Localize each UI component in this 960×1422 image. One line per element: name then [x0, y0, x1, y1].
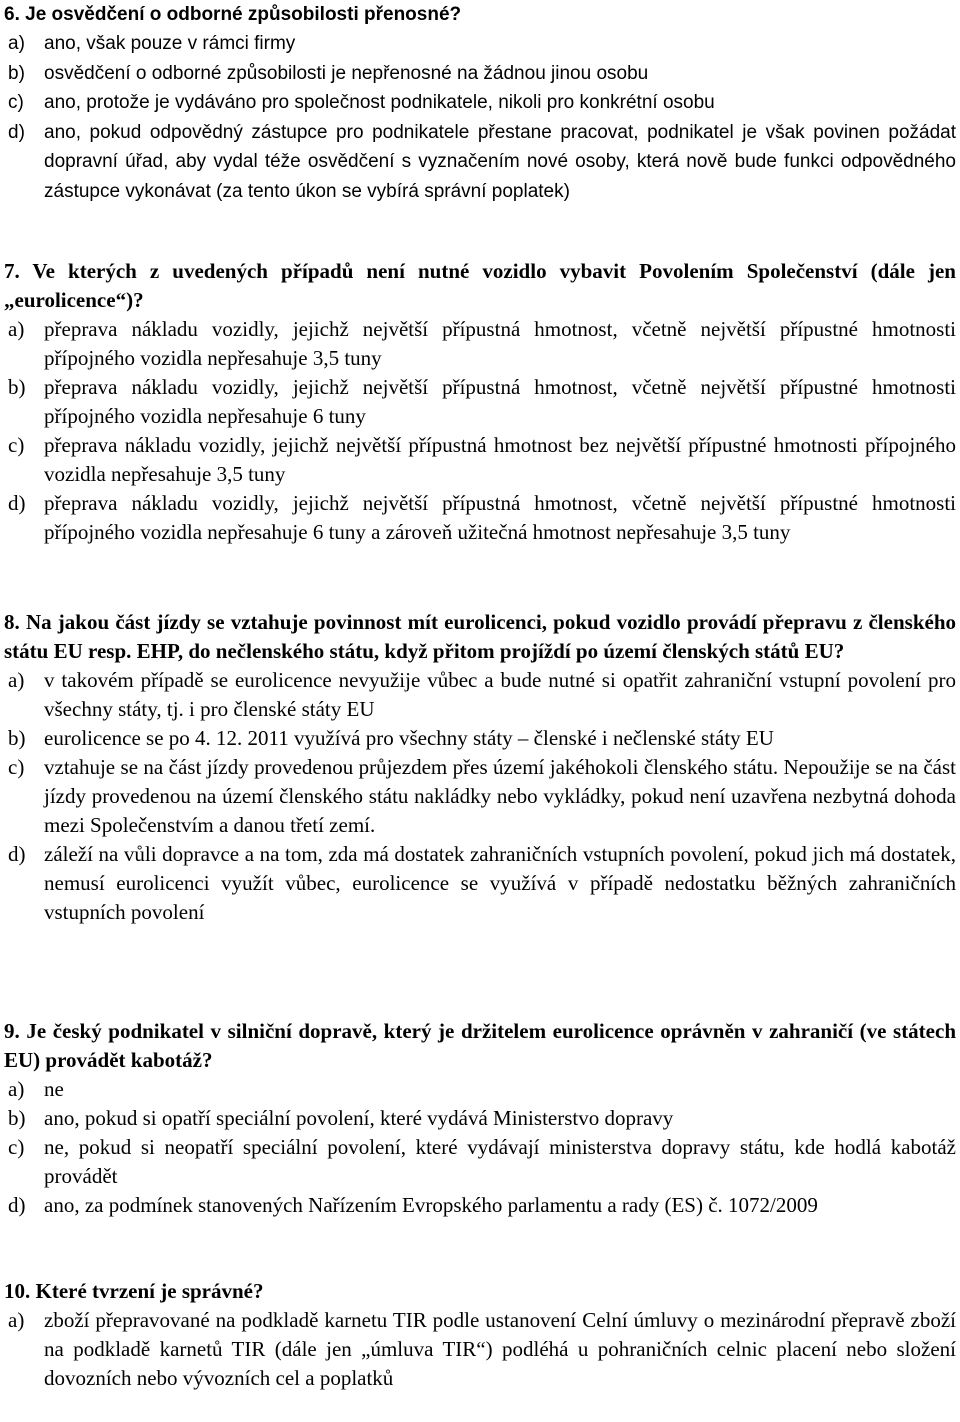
answer-option: [4, 373, 956, 431]
option-text: eurolicence se po 4. 12. 2011 využívá pro všechny státy – členské i nečlenské státy EU: [44, 726, 774, 750]
option-letter: d): [8, 491, 26, 515]
question-title: 10. Které tvrzení je správné?: [4, 1279, 264, 1303]
option-text: zboží přepravované na podkladě karnetu TIR podle ustanovení Celní úmluvy o mezinárodní přepravě zboží na podkladě karnetů TIR (dále jen „úmluva TIR“) podléhá u pohraničních celnic placení nebo složení dovozních nebo vývozních cel a poplatků: [44, 1308, 956, 1390]
option-letter: d): [8, 1193, 26, 1217]
answer-option: [4, 666, 956, 724]
question-9: [4, 1017, 956, 1220]
option-letter: d): [8, 842, 26, 866]
answer-option: [4, 315, 956, 373]
option-letter: c): [8, 92, 24, 113]
answer-option: [4, 1306, 956, 1393]
option-letter: a): [8, 1308, 25, 1332]
option-text: ano, za podmínek stanovených Nařízením Evropského parlamentu a rady (ES) č. 1072/2009: [44, 1193, 818, 1217]
option-letter: c): [8, 755, 25, 779]
answer-option: [4, 1191, 956, 1220]
option-text: vztahuje se na část jízdy provedenou průjezdem přes území jakéhokoli členského státu. Nepoužije se na část jízdy provedenou na území členského státu nakládky nebo vykládky, pokud není uzavřena nezbytná dohoda mezi Společenstvím a danou třetí zemí.: [44, 755, 956, 837]
option-text: přeprava nákladu vozidly, jejichž největší přípustná hmotnost, včetně největší přípustné hmotnosti přípojného vozidla nepřesahuje 6 tuny: [44, 375, 956, 428]
option-text: ne, pokud si neopatří speciální povolení, které vydávají ministerstva dopravy státu, kde hodlá kabotáž provádět: [44, 1135, 956, 1188]
option-text: přeprava nákladu vozidly, jejichž největší přípustná hmotnost bez největší přípustné hmotnosti přípojného vozidla nepřesahuje 3,5 tuny: [44, 433, 956, 486]
question-8: [4, 608, 956, 927]
option-letter: a): [8, 33, 25, 54]
option-letter: b): [8, 726, 26, 750]
question-7: [4, 257, 956, 547]
answer-option: [4, 59, 956, 89]
option-letter: c): [8, 433, 25, 457]
question-title: 6. Je osvědčení o odborné způsobilosti přenosné?: [4, 4, 462, 25]
answer-option: [4, 1104, 956, 1133]
option-text: ano, pokud si opatří speciální povolení, které vydává Ministerstvo dopravy: [44, 1106, 674, 1130]
option-text: ano, však pouze v rámci firmy: [44, 33, 296, 54]
option-text: ano, protože je vydáváno pro společnost podnikatele, nikoli pro konkrétní osobu: [44, 92, 715, 113]
option-text: ne: [44, 1077, 64, 1101]
answer-option: [4, 489, 956, 547]
option-letter: a): [8, 317, 25, 341]
question-title: 8. Na jakou část jízdy se vztahuje povinnost mít eurolicenci, pokud vozidlo provádí přepravu z členského státu EU resp. EHP, do nečlenského státu, když přitom projíždí po území členských států EU?: [4, 610, 956, 663]
answer-option: [4, 753, 956, 840]
question-10: [4, 1277, 956, 1393]
question-title: 7. Ve kterých z uvedených případů není nutné vozidlo vybavit Povolením Společenství (dále jen „eurolicence“)?: [4, 259, 956, 312]
answer-option: [4, 1133, 956, 1191]
answer-option: [4, 431, 956, 489]
option-text: záleží na vůli dopravce a na tom, zda má dostatek zahraničních vstupních povolení, pokud jich má dostatek, nemusí eurolicenci využít vůbec, eurolicence se využívá v případě nedostatku běžných zahraničních vstupních povolení: [44, 842, 956, 924]
option-text: přeprava nákladu vozidly, jejichž největší přípustná hmotnost, včetně největší přípustné hmotnosti přípojného vozidla nepřesahuje 6 tuny a zároveň užitečná hmotnost nepřesahuje 3,5 tuny: [44, 491, 956, 544]
option-text: v takovém případě se eurolicence nevyužije vůbec a bude nutné si opatřit zahraniční vstupní povolení pro všechny státy, tj. i pro členské státy EU: [44, 668, 956, 721]
answer-option: [4, 840, 956, 927]
question-6: [4, 1, 956, 206]
option-text: osvědčení o odborné způsobilosti je nepřenosné na žádnou jinou osobu: [44, 62, 649, 84]
option-letter: d): [8, 121, 25, 143]
answer-option: [4, 1075, 956, 1104]
option-letter: c): [8, 1135, 25, 1159]
option-letter: a): [8, 668, 25, 692]
option-letter: b): [8, 375, 26, 399]
answer-option: [4, 88, 956, 118]
option-text: přeprava nákladu vozidly, jejichž největší přípustná hmotnost, včetně největší přípustné hmotnosti přípojného vozidla nepřesahuje 3,5 tuny: [44, 317, 956, 370]
answer-option: [4, 29, 956, 59]
answer-option: [4, 724, 956, 753]
answer-option: [4, 118, 956, 207]
option-text: ano, pokud odpovědný zástupce pro podnikatele přestane pracovat, podnikatel je však povinen požádat dopravní úřad, aby vydal téže osvědčení s vyznačením nové osoby, která nově bude funkci odpovědného zástupce vykonávat (za tento úkon se vybírá správní poplatek): [44, 121, 956, 202]
option-letter: a): [8, 1077, 25, 1101]
option-letter: b): [8, 62, 25, 84]
question-title: 9. Je český podnikatel v silniční dopravě, který je držitelem eurolicence oprávněn v zahraničí (ve státech EU) provádět kabotáž?: [4, 1019, 956, 1072]
option-letter: b): [8, 1106, 26, 1130]
